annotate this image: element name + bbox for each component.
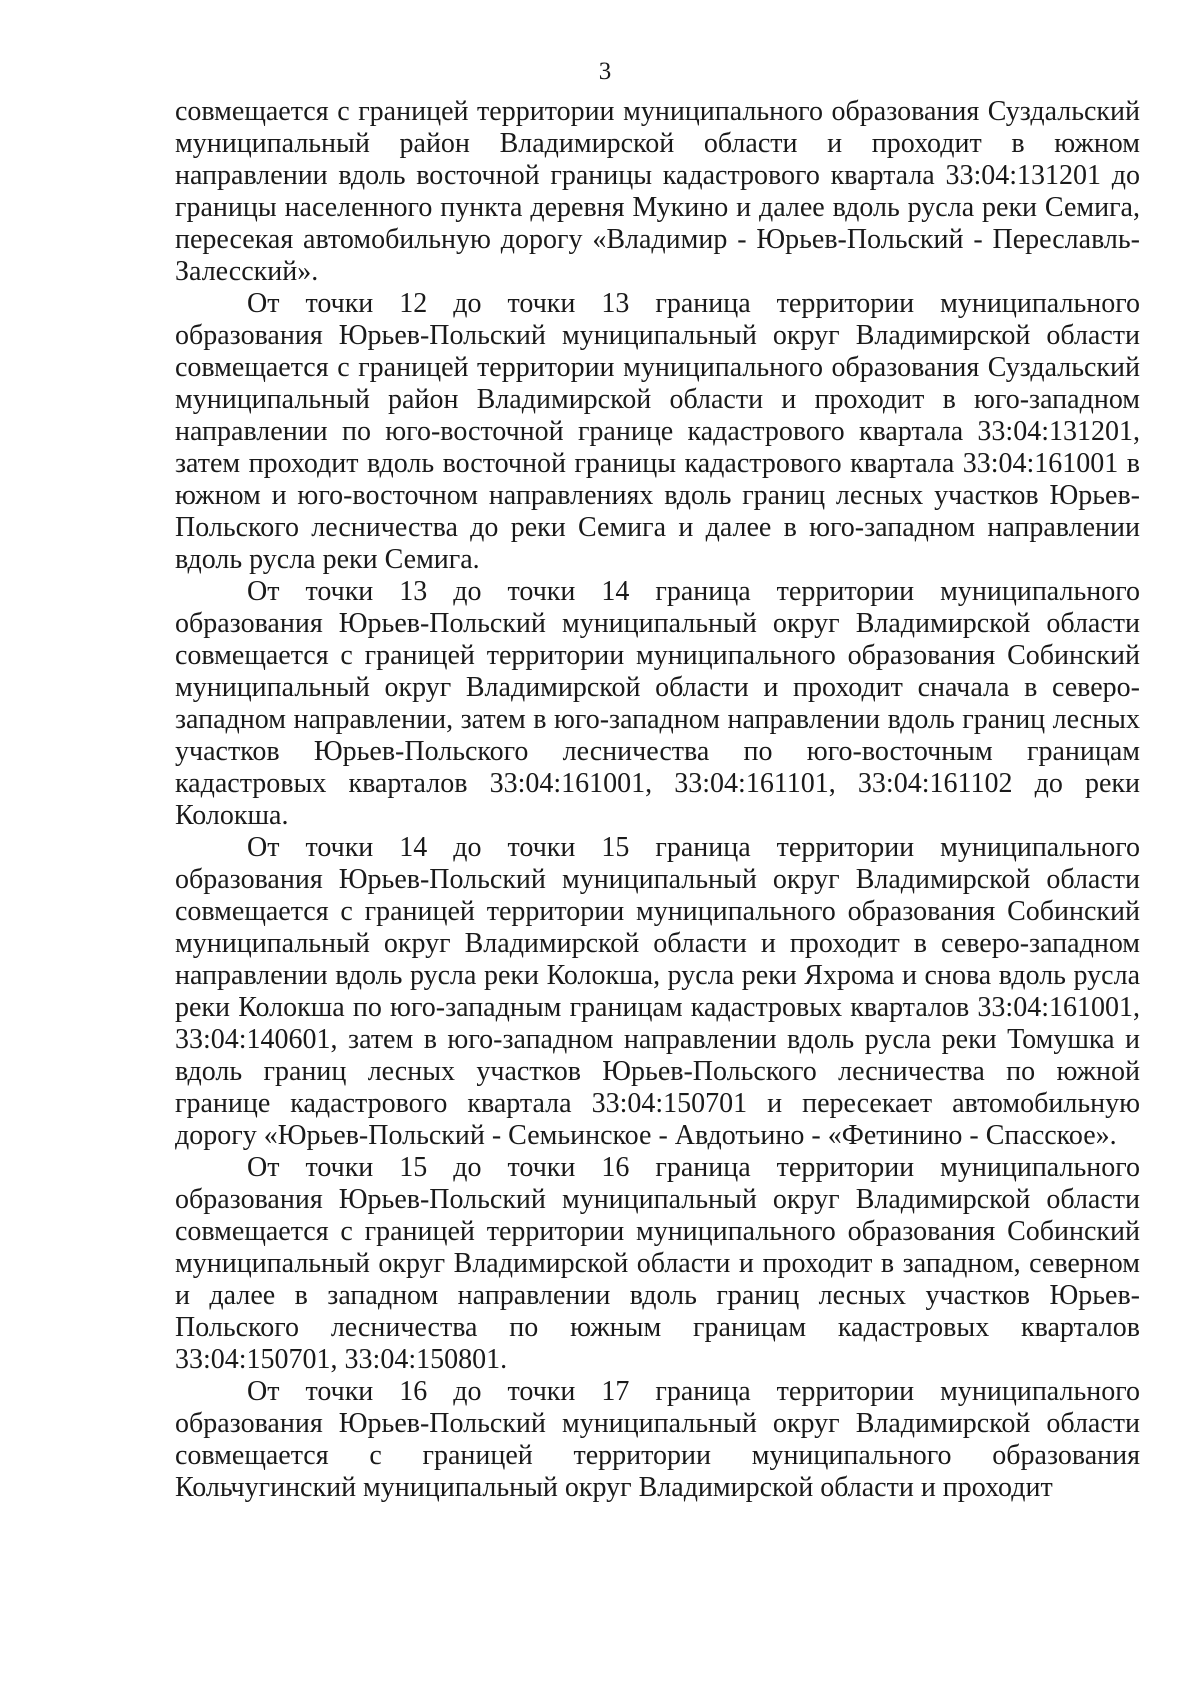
paragraph-point-13-14: От точки 13 до точки 14 граница территории муниципального образования Юрьев-Польский муниципальный округ Владимирской области совмещается с границей территории муниципального образования Собинский муниципальный округ Владимирской области и проходит сначала в северо-западном направлении, затем в юго-западном направлении вдоль границ лесных участков Юрьев-Польского лесничества по юго-восточным границам кадастровых кварталов 33:04:161001, 33:04:161101, 33:04:161102 до реки Колокша. (175, 576, 1140, 831)
page-number: 3 (598, 58, 612, 85)
document-body (175, 96, 1140, 1504)
paragraph-point-16-17: От точки 16 до точки 17 граница территории муниципального образования Юрьев-Польский муниципальный округ Владимирской области совмещается с границей территории муниципального образования Кольчугинский муниципальный округ Владимирской области и проходит (175, 1376, 1140, 1503)
paragraph-point-15-16: От точки 15 до точки 16 граница территории муниципального образования Юрьев-Польский муниципальный округ Владимирской области совмещается с границей территории муниципального образования Собинский муниципальный округ Владимирской области и проходит в западном, северном и далее в западном направлении вдоль границ лесных участков Юрьев-Польского лесничества по южным границам кадастровых кварталов 33:04:150701, 33:04:150801. (175, 1152, 1140, 1375)
paragraph-point-12-13: От точки 12 до точки 13 граница территории муниципального образования Юрьев-Польский муниципальный округ Владимирской области совмещается с границей территории муниципального образования Суздальский муниципальный район Владимирской области и проходит в юго-западном направлении по юго-восточной границе кадастрового квартала 33:04:131201, затем проходит вдоль восточной границы кадастрового квартала 33:04:161001 в южном и юго-восточном направлениях вдоль границ лесных участков Юрьев-Польского лесничества до реки Семига и далее в юго-западном направлении вдоль русла реки Семига. (175, 288, 1140, 575)
paragraph-point-14-15: От точки 14 до точки 15 граница территории муниципального образования Юрьев-Польский муниципальный округ Владимирской области совмещается с границей территории муниципального образования Собинский муниципальный округ Владимирской области и проходит в северо-западном направлении вдоль русла реки Колокша, русла реки Яхрома и снова вдоль русла реки Колокша по юго-западным границам кадастровых кварталов 33:04:161001, 33:04:140601, затем в юго-западном направлении вдоль русла реки Томушка и вдоль границ лесных участков Юрьев-Польского лесничества по южной границе кадастрового квартала 33:04:150701 и пересекает автомобильную дорогу «Юрьев-Польский - Семьинское - Авдотьино - «Фетинино - Спасское». (175, 832, 1140, 1151)
paragraph-continuation: совмещается с границей территории муниципального образования Суздальский муниципальный район Владимирской области и проходит в южном направлении вдоль восточной границы кадастрового квартала 33:04:131201 до границы населенного пункта деревня Мукино и далее вдоль русла реки Семига, пересекая автомобильную дорогу «Владимир - Юрьев-Польский - Переславль-Залесский». (175, 96, 1140, 287)
